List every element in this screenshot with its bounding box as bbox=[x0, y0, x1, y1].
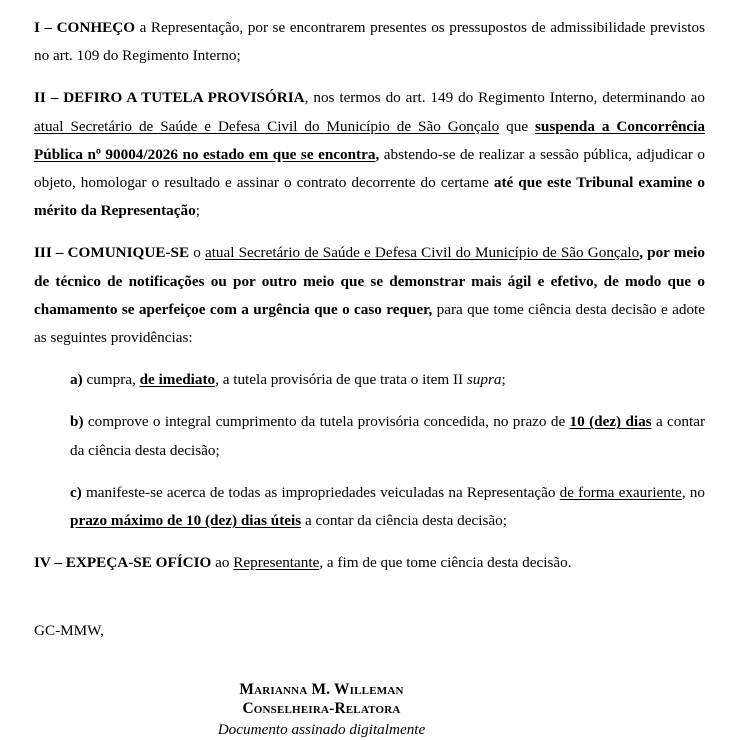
item-ii-text-part3: abstendo-se de realizar a sessão pública, adjudicar o objeto, homologar o resultado e assinar o contrato decorrente do certame bbox=[34, 145, 705, 192]
item-b-marker: b) bbox=[70, 413, 84, 431]
paragraph-item-b bbox=[70, 408, 705, 464]
item-ii-text-part1: , nos termos do art. 149 do Regimento Interno, determinando ao bbox=[304, 89, 705, 107]
item-a-text-part3: ; bbox=[501, 371, 506, 389]
paragraph-item-c bbox=[70, 479, 705, 535]
item-iii-bold-method: por meio de técnico de notificações ou por outro meio que se demonstrar mais ágil e efetivo, de modo que o chamamento se aperfeiçoe com a urgência que o caso requer, bbox=[34, 244, 705, 318]
item-iv-text-part2: , a fim de que tome ciência desta decisão. bbox=[319, 554, 572, 572]
item-ii-marker: II – DEFIRO A TUTELA PROVISÓRIA bbox=[34, 89, 305, 107]
item-i-text: a Representação, por se encontrarem presentes os pressupostos de admissibilidade previstos no art. 109 do Regimento Interno; bbox=[34, 19, 705, 65]
item-iv-text-part1: ao bbox=[211, 554, 234, 572]
item-a-text-part2: , a tutela provisória de que trata o item II bbox=[215, 371, 467, 389]
item-c-emphasis-deadline: prazo máximo de 10 (dez) dias úteis bbox=[70, 512, 302, 530]
item-c-text-part3: a contar da ciência desta decisão; bbox=[301, 512, 507, 530]
signature-block bbox=[34, 680, 705, 740]
item-a-italic-supra: supra bbox=[466, 371, 502, 389]
item-c-marker: c) bbox=[70, 483, 82, 501]
item-b-text-part2: a contar da ciência desta decisão; bbox=[70, 413, 706, 459]
item-b-text-part1: comprove o integral cumprimento da tutela provisória concedida, no prazo de bbox=[83, 413, 570, 431]
item-iv-marker: IV – EXPEÇA-SE OFÍCIO bbox=[34, 554, 212, 572]
item-iv-underlined-representante: Representante bbox=[233, 554, 320, 572]
item-a-text-part1: cumpra, bbox=[82, 371, 140, 389]
item-iii-text-part2: para que tome ciência desta decisão e adote as seguintes providências: bbox=[34, 300, 705, 347]
item-iii-marker: III – COMUNIQUE-SE bbox=[34, 244, 190, 262]
office-code: GC-MMW, bbox=[34, 622, 104, 640]
paragraph-item-iv bbox=[34, 549, 705, 577]
item-iii-text-part1: o bbox=[189, 244, 205, 262]
item-b-emphasis-deadline: 10 (dez) dias bbox=[569, 413, 652, 431]
paragraph-item-i bbox=[34, 14, 705, 70]
paragraph-item-iii bbox=[34, 239, 705, 352]
paragraph-item-ii bbox=[34, 84, 705, 225]
item-c-text-part1: manifeste-se acerca de todas as impropriedades veiculadas na Representação bbox=[81, 483, 560, 501]
item-i-marker: I – CONHEÇO bbox=[34, 19, 136, 36]
item-ii-bold-condition: até que este Tribunal examine o mérito da Representação bbox=[34, 174, 705, 220]
item-a-marker: a) bbox=[70, 371, 83, 389]
item-iii-bold-comma: , bbox=[639, 244, 644, 262]
signatory-name: Marianna M. Willeman bbox=[239, 680, 404, 698]
item-ii-bold-comma: , bbox=[375, 145, 380, 163]
paragraph-item-a bbox=[70, 366, 705, 394]
signatory-role: Conselheira-Relatora bbox=[242, 700, 401, 718]
item-ii-order-emphasis: suspenda a Concorrência Pública nº 90004/2026 no estado em que se encontra bbox=[34, 117, 705, 163]
item-ii-text-part4: ; bbox=[195, 202, 200, 220]
item-c-underlined-manner: de forma exauriente bbox=[559, 483, 682, 501]
item-iii-underlined-authority: atual Secretário de Saúde e Defesa Civil do Município de São Gonçalo bbox=[204, 244, 640, 262]
spacer bbox=[34, 589, 705, 617]
digital-signature-note: Documento assinado digitalmente bbox=[217, 720, 426, 738]
item-ii-underlined-authority: atual Secretário de Saúde e Defesa Civil do Município de São Gonçalo bbox=[34, 117, 500, 135]
item-ii-text-part2: que bbox=[499, 117, 535, 135]
item-c-text-part2: , no bbox=[681, 483, 705, 501]
item-a-emphasis-immediate: de imediato bbox=[139, 371, 216, 389]
